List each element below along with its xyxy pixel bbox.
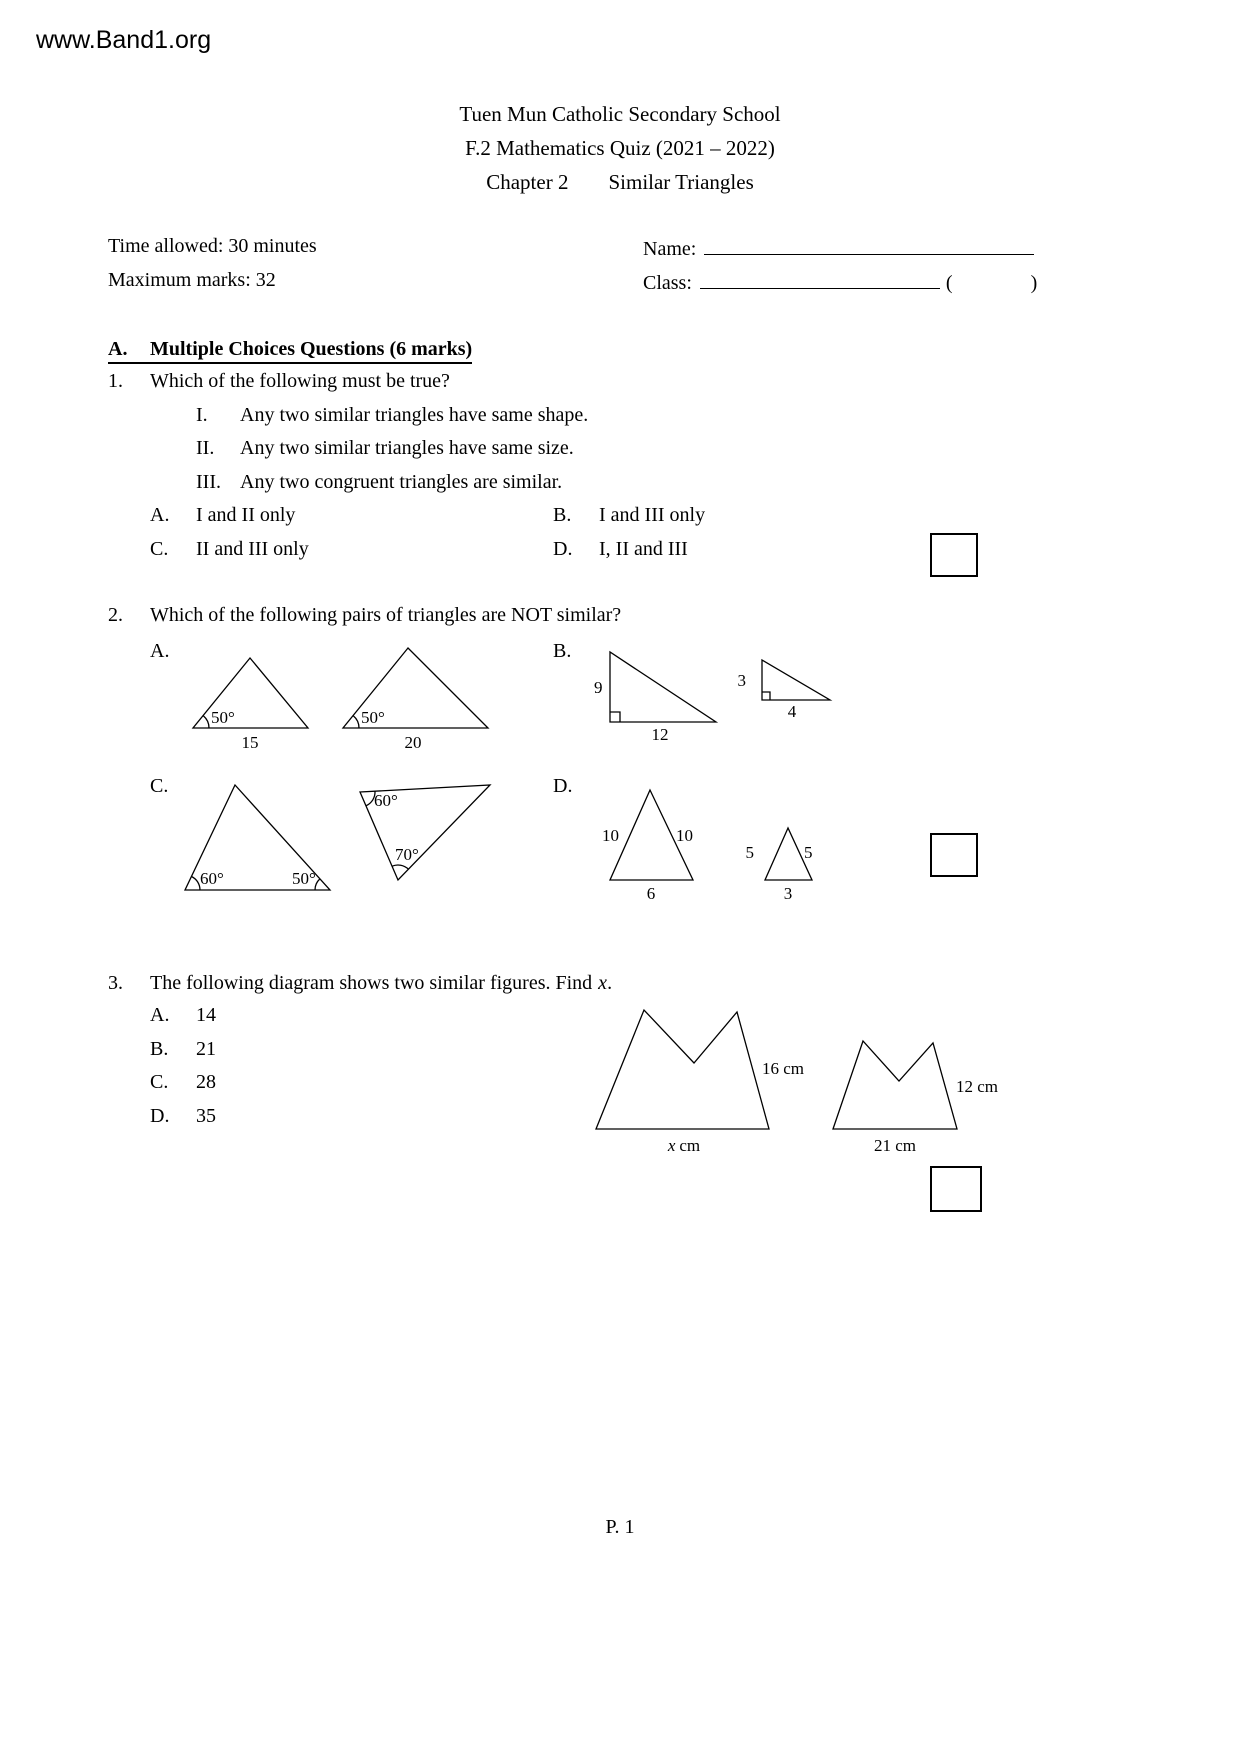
label-c2-angle-top: 60°	[374, 791, 398, 810]
quiz-title: F.2 Mathematics Quiz (2021 – 2022)	[465, 136, 775, 160]
q2-diagram-a	[178, 640, 510, 758]
q3-question-period: .	[607, 972, 613, 994]
q3-option-b	[150, 1038, 216, 1061]
label-d1-base: 6	[646, 884, 656, 903]
class-paren-open: (	[945, 272, 953, 294]
q3-option-d	[150, 1105, 216, 1128]
q3-option-b-label: B.	[150, 1038, 169, 1060]
q2-diagram-c	[175, 770, 520, 905]
right-angle-mark-b2	[762, 692, 770, 700]
label-c2-angle-bottom: 70°	[395, 845, 419, 864]
q3-option-a-text: 14	[196, 1004, 216, 1026]
q1-statement-3	[196, 471, 562, 494]
q1-statement-1-label: I.	[196, 404, 208, 426]
class-label: Class:	[643, 272, 692, 294]
section-a-heading	[108, 338, 472, 364]
label-fig1-base-unit: cm	[679, 1136, 701, 1155]
q2-option-b-label: B.	[553, 640, 572, 662]
q1-statement-3-label: III.	[196, 471, 221, 493]
section-a-label: A.	[108, 338, 128, 360]
q3-diagram	[580, 995, 1025, 1160]
chapter-line	[0, 170, 1240, 195]
q1-option-a-text: I and II only	[196, 504, 296, 526]
q3-option-d-label: D.	[150, 1105, 170, 1127]
angle-arc-a2	[353, 716, 359, 728]
school-name: Tuen Mun Catholic Secondary School	[459, 102, 781, 126]
triangle-b1	[610, 652, 716, 722]
class-blank	[700, 269, 940, 289]
q1-statement-2-text: Any two similar triangles have same size.	[240, 437, 574, 459]
triangle-b2	[762, 660, 830, 700]
label-b2-vertical: 3	[737, 671, 746, 690]
q3-question-line	[108, 972, 612, 995]
angle-arc-a1	[203, 716, 209, 728]
right-angle-mark-b1	[610, 712, 620, 722]
q1-option-a-label: A.	[150, 504, 170, 526]
name-line	[643, 235, 1034, 261]
label-b1-base: 12	[651, 725, 669, 744]
chapter-label: Chapter 2	[486, 170, 569, 194]
q3-question-text: The following diagram shows two similar figures. Find	[150, 972, 593, 994]
page-number: P. 1	[605, 1516, 635, 1538]
name-label: Name:	[643, 238, 697, 260]
q3-option-c-label: C.	[150, 1071, 169, 1093]
time-allowed: Time allowed: 30 minutes	[108, 235, 317, 257]
q1-question-text: Which of the following must be true?	[150, 370, 450, 392]
q1-statement-3-text: Any two congruent triangles are similar.	[240, 471, 563, 493]
label-c1-angle-left: 60°	[200, 869, 224, 888]
similar-figure-small	[833, 1041, 957, 1129]
angle-arc-c2-bottom	[392, 865, 408, 869]
label-d1-side-right: 10	[676, 826, 693, 845]
label-b2-base: 4	[787, 702, 797, 721]
q2-answer-box	[930, 833, 978, 877]
angle-arc-c1-left	[192, 877, 201, 891]
q1-option-d-label: D.	[553, 538, 573, 560]
q3-question-variable: x	[598, 972, 608, 994]
q1-answer-box	[930, 533, 978, 577]
label-a2-base: 20	[404, 733, 422, 752]
label-c1-angle-right: 50°	[292, 869, 316, 888]
q2-diagram-d	[595, 775, 840, 905]
q1-option-b-label: B.	[553, 504, 572, 526]
label-fig1-base	[667, 1136, 700, 1155]
label-fig1-side: 16 cm	[762, 1059, 805, 1078]
q3-option-d-text: 35	[196, 1105, 216, 1127]
q1-options-row-1	[150, 504, 705, 527]
name-blank	[704, 235, 1034, 255]
q2-option-c-label: C.	[150, 775, 169, 797]
label-a2-angle: 50°	[361, 708, 385, 727]
label-d2-side-right: 5	[804, 843, 813, 862]
q1-option-d-text: I, II and III	[599, 538, 688, 560]
q1-statement-1-text: Any two similar triangles have same shape.	[240, 404, 589, 426]
q3-option-a-label: A.	[150, 1004, 170, 1026]
chapter-topic: Similar Triangles	[608, 170, 754, 194]
q1-option-c-label: C.	[150, 538, 169, 560]
maximum-marks: Maximum marks: 32	[108, 269, 276, 291]
label-a1-angle: 50°	[211, 708, 235, 727]
q3-option-a	[150, 1004, 216, 1027]
q2-number: 2.	[108, 604, 123, 626]
q1-question-line	[108, 370, 450, 393]
class-paren-close: )	[1030, 272, 1038, 294]
similar-figure-large	[596, 1010, 769, 1129]
q1-statement-2	[196, 437, 574, 460]
q1-options-row-2	[150, 538, 688, 561]
label-a1-base: 15	[241, 733, 259, 752]
q3-option-c-text: 28	[196, 1071, 216, 1093]
label-d1-side-left: 10	[602, 826, 619, 845]
label-fig2-side: 12 cm	[956, 1077, 999, 1096]
q3-option-b-text: 21	[196, 1038, 216, 1060]
label-d2-side-left: 5	[745, 843, 754, 862]
q2-option-d-label: D.	[553, 775, 573, 797]
site-watermark: www.Band1.org	[36, 26, 212, 54]
q3-answer-box	[930, 1166, 982, 1212]
q1-statement-2-label: II.	[196, 437, 215, 459]
q2-option-a-label: A.	[150, 640, 170, 662]
q1-statement-1	[196, 404, 588, 427]
q3-number: 3.	[108, 972, 123, 994]
q1-option-b-text: I and III only	[599, 504, 706, 526]
class-line	[643, 269, 1037, 295]
section-a-title: Multiple Choices Questions (6 marks)	[150, 338, 473, 360]
q1-option-c-text: II and III only	[196, 538, 309, 560]
label-b1-vertical: 9	[594, 678, 603, 697]
q2-diagram-b	[590, 640, 860, 750]
label-fig1-base-variable: x	[667, 1136, 676, 1155]
q1-number: 1.	[108, 370, 123, 392]
q3-option-c	[150, 1071, 216, 1094]
q2-question-line	[108, 604, 621, 627]
label-fig2-base: 21 cm	[873, 1136, 917, 1155]
label-d2-base: 3	[783, 884, 793, 903]
q2-question-text: Which of the following pairs of triangles are NOT similar?	[150, 604, 622, 626]
